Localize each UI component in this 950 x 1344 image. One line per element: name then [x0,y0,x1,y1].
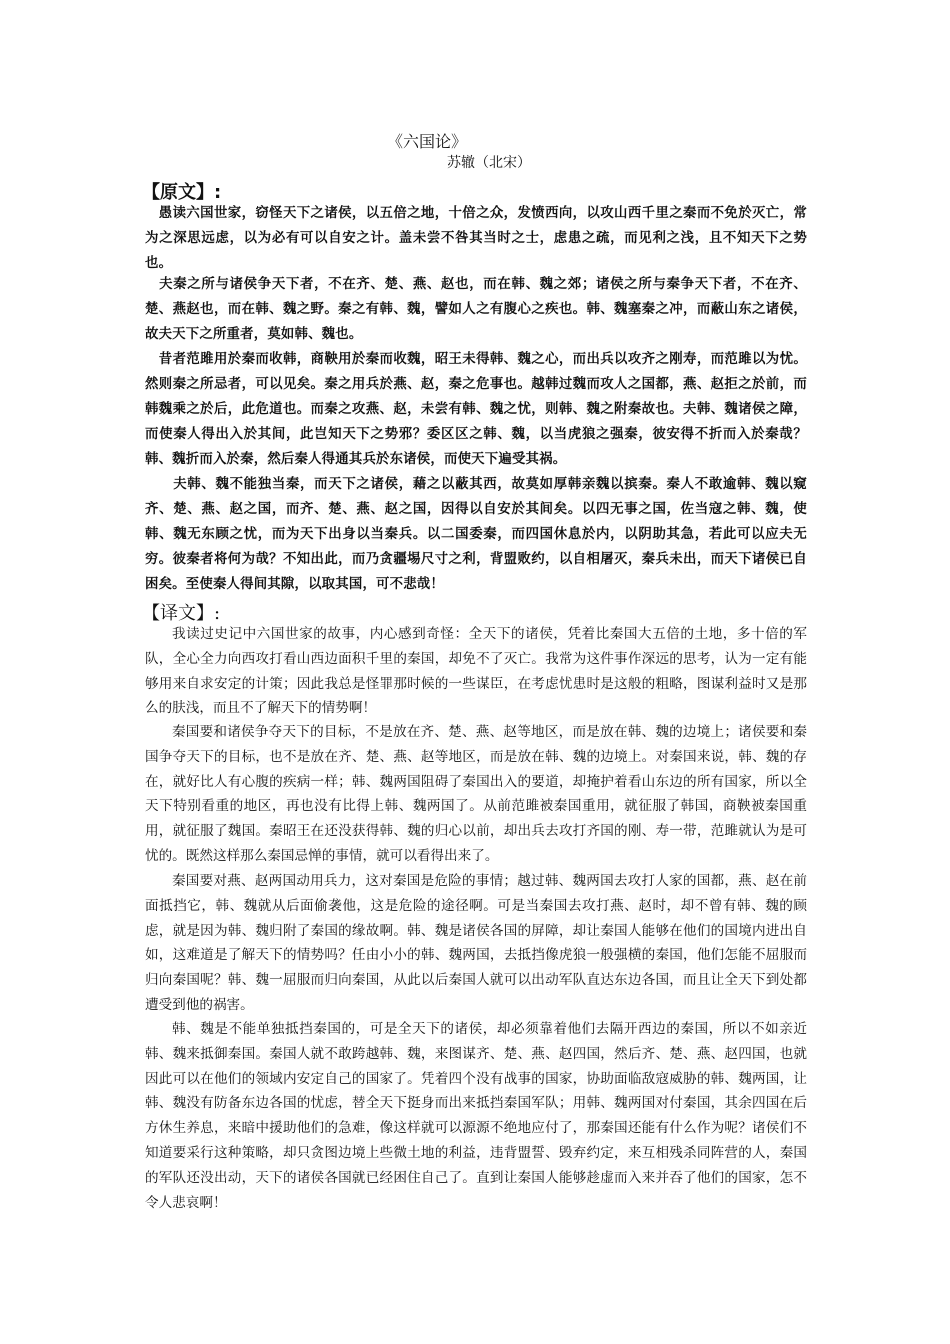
translation-paragraph: 秦国要和诸侯争夺天下的目标，不是放在齐、楚、燕、赵等地区，而是放在韩、魏的边境上；诸侯要和秦国争夺天下的目标，也不是放在齐、楚、燕、赵等地区，而是放在韩、魏的边境上。对秦国来说，韩、魏的存在，就好比人有心腹的疾病一样；韩、魏两国阻碍了秦国出入的要道，却掩护着看山东边的所有国家，所以全天下特别看重的地区，再也没有比得上韩、魏两国了。从前范雎被秦国重用，就征服了韩国，商鞅被秦国重用，就征服了魏国。秦昭王在还没获得韩、魏的归心以前，却出兵去攻打齐国的刚、寿一带，范雎就认为是可忧的。既然这样那么秦国忌惮的事情，就可以看得出来了。 [145,724,807,864]
original-paragraph: 夫韩、魏不能独当秦，而天下之诸侯，藉之以蔽其西，故莫如厚韩亲魏以摈秦。秦人不敢逾韩、魏以窥齐、楚、燕、赵之国，而齐、楚、燕、赵之国，因得以自安於其间矣。以四无事之国，佐当寇之韩、魏，使韩、魏无东顾之忧，而为天下出身以当秦兵。以二国委秦，而四国休息於内，以阴助其急，若此可以应夫无穷。彼秦者将何为哉？不知出此，而乃贪疆埸尺寸之利，背盟败约，以自相屠灭，秦兵未出，而天下诸侯已自困矣。至使秦人得间其隙，以取其国，可不悲哉！ [145,477,807,592]
original-paragraph: 昔者范雎用於秦而收韩，商鞅用於秦而收魏，昭王未得韩、魏之心，而出兵以攻齐之刚寿，而范雎以为忧。然则秦之所忌者，可以见矣。秦之用兵於燕、赵，秦之危事也。越韩过魏而攻人之国都，燕、赵拒之於前，而韩魏乘之於后，此危道也。而秦之攻燕、赵，未尝有韩、魏之忧，则韩、魏之附秦故也。夫韩、魏诸侯之障，而使秦人得出入於其间，此岂知天下之势邪？委区区之韩、魏，以当虎狼之强秦，彼安得不折而入於秦哉？韩、魏折而入於秦，然后秦人得通其兵於东诸侯，而使天下遍受其祸。 [145,352,807,467]
translation-heading: 【译文】: [142,603,221,624]
translation-paragraph: 秦国要对燕、赵两国动用兵力，这对秦国是危险的事情；越过韩、魏两国去攻打人家的国都，燕、赵在前面抵挡它，韩、魏就从后面偷袭他，这是危险的途径啊。可是当秦国去攻打燕、赵时，却不曾有韩、魏的顾虑，就是因为韩、魏归附了秦国的缘故啊。韩、魏是诸侯各国的屏障，却让秦国人能够在他们的国境内进出自如，这难道是了解天下的情势吗？任由小小的韩、魏两国，去抵挡像虎狼一般强横的秦国，他们怎能不屈服而归向秦国呢？韩、魏一屈服而归向秦国，从此以后秦国人就可以出动军队直达东边各国，而且让全天下到处都遭受到他的祸害。 [145,873,807,1013]
translation-paragraph: 韩、魏是不能单独抵挡秦国的，可是全天下的诸侯，却必须靠着他们去隔开西边的秦国，所以不如亲近韩、魏来抵御秦国。秦国人就不敢跨越韩、魏，来图谋齐、楚、燕、赵四国，然后齐、楚、燕、赵四国，也就因此可以在他们的领域内安定自己的国家了。凭着四个没有战事的国家，协助面临敌寇威胁的韩、魏两国，让韩、魏没有防备东边各国的忧虑，替全天下挺身而出来抵挡秦国军队；用韩、魏两国对付秦国，其余四国在后方休生养息，来暗中援助他们的急难，像这样就可以源源不绝地应付了，那秦国还能有什么作为呢？诸侯们不知道要采行这种策略，却只贪图边境上些微土地的利益，违背盟誓、毁弃约定，来互相残杀同阵营的人，秦国的军队还没出动，天下的诸侯各国就已经困住自己了。直到让秦国人能够趁虚而入来并吞了他们的国家，怎不令人悲哀啊！ [145,1021,807,1211]
document-author: 苏辙（北宋） [447,155,531,171]
translation-paragraph: 我读过史记中六国世家的故事，内心感到奇怪：全天下的诸侯，凭着比秦国大五倍的土地，多十倍的军队，全心全力向西攻打看山西边面积千里的秦国，却免不了灭亡。我常为这件事作深远的思考，认为一定有能够用来自求安定的计策；因此我总是怪罪那时候的一些谋臣，在考虑忧患时是这般的粗略，图谋利益时又是那么的肤浅，而且不了解天下的情势啊！ [145,626,807,717]
original-paragraph: 愚读六国世家，窃怪天下之诸侯，以五倍之地，十倍之众，发愤西向，以攻山西千里之秦而不免於灭亡，常为之深思远虑，以为必有可以自安之计。盖未尝不咎其当时之士，虑患之疏，而见利之浅，且不知天下之势也。 [145,206,807,271]
document-title: 《六国论》 [387,132,468,151]
original-text-heading: 【原文】: [142,182,222,203]
original-paragraph: 夫秦之所与诸侯争天下者，不在齐、楚、燕、赵也，而在韩、魏之郊；诸侯之所与秦争天下者，不在齐、楚、燕赵也，而在韩、魏之野。秦之有韩、魏，譬如人之有腹心之疾也。韩、魏塞秦之冲，而蔽山东之诸侯，故夫天下之所重者，莫如韩、魏也。 [145,277,807,342]
